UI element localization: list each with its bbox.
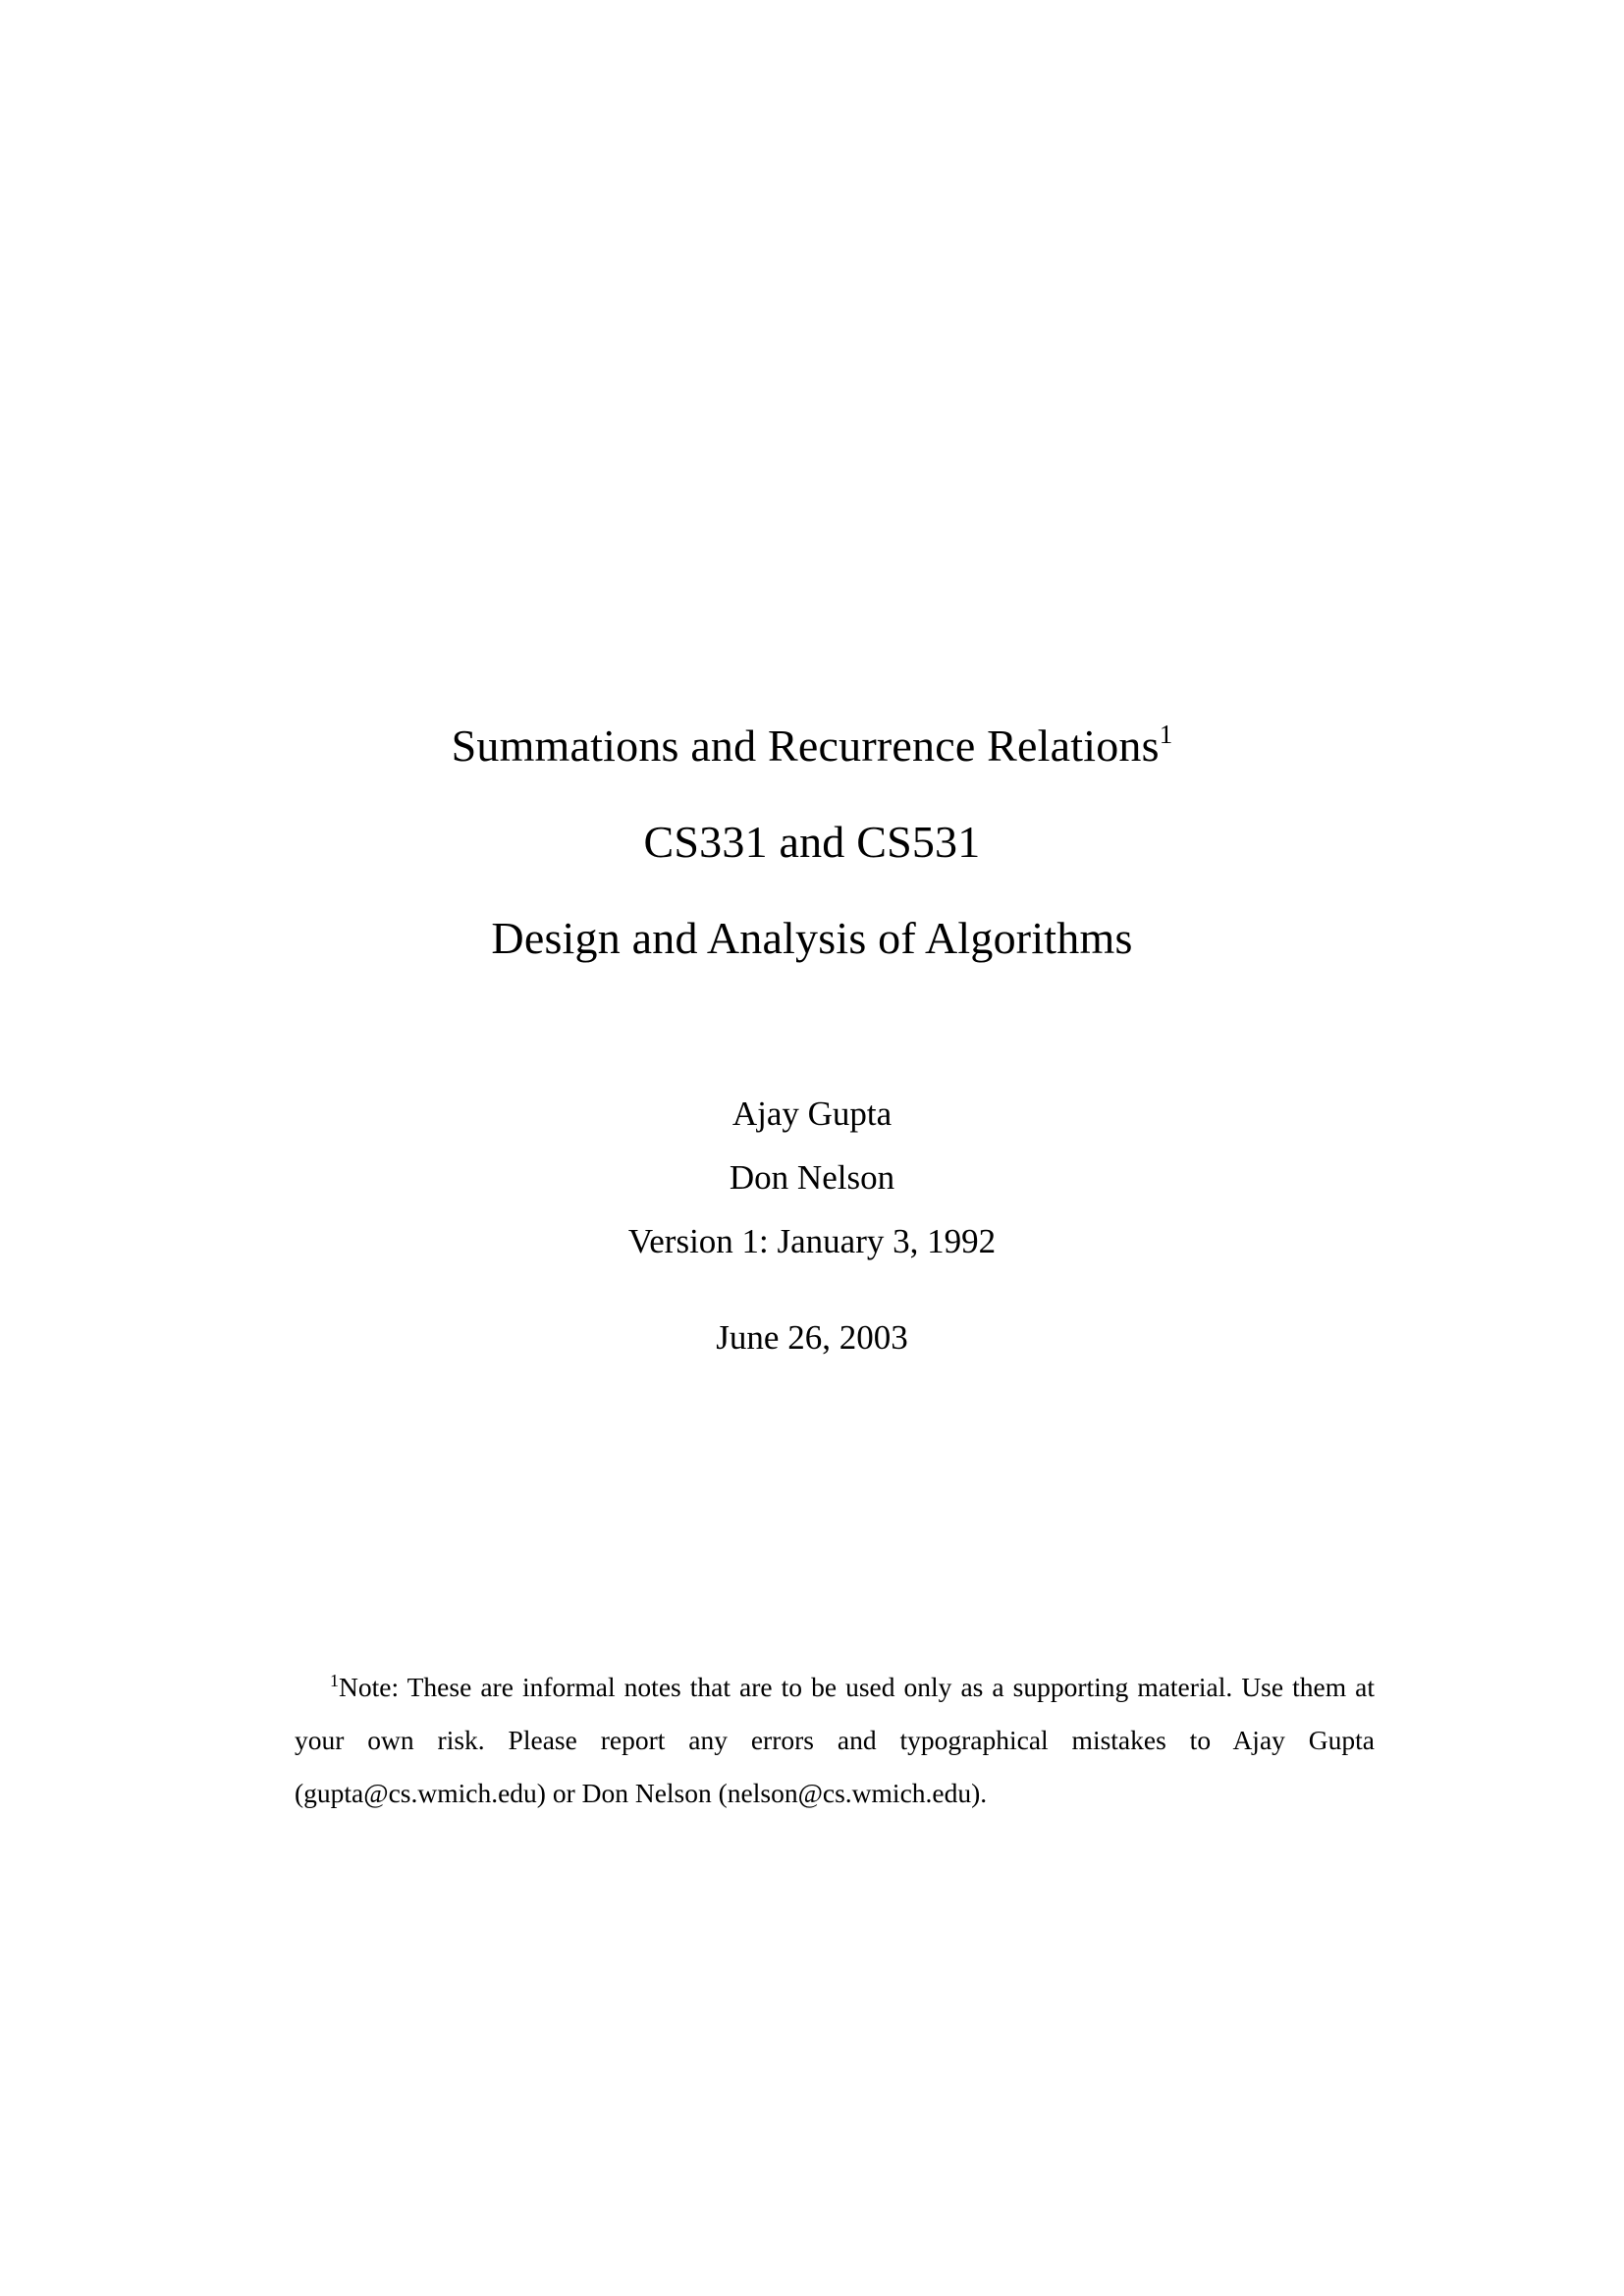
footnote-block [295,1661,1375,1820]
author-block [0,1082,1624,1273]
course-numbers: CS331 and CS531 [643,817,981,867]
course-subtitle: Design and Analysis of Algorithms [491,913,1133,963]
version-line: Version 1: January 3, 1992 [627,1222,997,1260]
title-footnote-marker: 1 [1159,719,1173,749]
footnote-text [295,1661,1375,1820]
document-title-text: Summations and Recurrence Relations [451,721,1160,771]
author-name-primary: Ajay Gupta [731,1095,893,1133]
document-date: June 26, 2003 [716,1318,908,1357]
author-name-secondary: Don Nelson [729,1158,895,1197]
title-block [0,709,1624,976]
footnote-body: Note: These are informal notes that are to be used only as a supporting material. Use them at your own risk. Please report any errors and typographical mistakes to Ajay Gupta (gupta@cs.wmich.edu) or Don Nelson (nelson@cs.wmich.edu). [295,1672,1375,1808]
document-title [0,709,1624,783]
footnote-marker: 1 [330,1670,339,1690]
